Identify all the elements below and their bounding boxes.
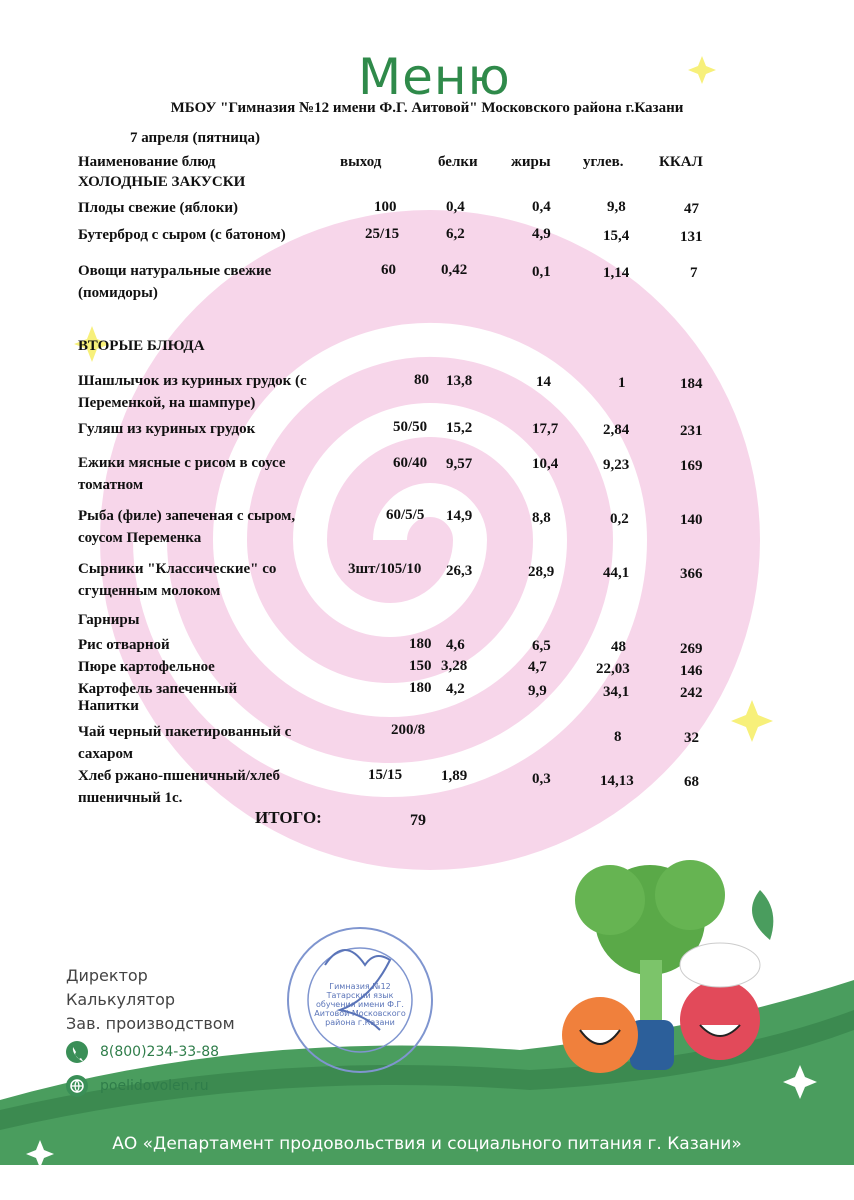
dish-fat: 10,4: [532, 456, 559, 472]
dish-protein: 0,42: [441, 262, 468, 278]
dish-name: Бутерброд с сыром (с батоном): [78, 227, 286, 243]
dish-carbs: 9,8: [607, 199, 626, 215]
dish-kcal: 47: [684, 201, 699, 217]
dish-output: 80: [414, 372, 429, 388]
phone-number[interactable]: 8(800)234-33-88: [100, 1044, 220, 1060]
dish-output: 60/40: [393, 455, 428, 471]
dish-carbs: 15,4: [603, 228, 630, 244]
dish-protein: 26,3: [446, 563, 473, 579]
section-main-dishes: ВТОРЫЕ БЛЮДА: [78, 338, 205, 354]
dish-fat: 28,9: [528, 564, 555, 580]
dish-kcal: 32: [684, 730, 699, 746]
dish-fat: 9,9: [528, 683, 547, 699]
dish-kcal: 140: [680, 512, 703, 528]
dish-output: 200/8: [391, 722, 426, 738]
website-link[interactable]: poelidovolen.ru: [100, 1078, 209, 1094]
section-drinks: Напитки: [78, 698, 139, 714]
dish-fat: 4,7: [528, 659, 547, 675]
dish-protein: 6,2: [446, 226, 465, 242]
dish-output: 50/50: [393, 419, 428, 435]
dish-name: Плоды свежие (яблоки): [78, 200, 238, 216]
school-name: МБОУ "Гимназия №12 имени Ф.Г. Аитовой" Московского района г.Казани: [170, 100, 684, 116]
dish-name: Ежики мясные с рисом в соусе томатном: [78, 455, 286, 493]
company-name: АО «Департамент продовольствия и социального питания г. Казани»: [112, 1134, 742, 1154]
dish-carbs: 0,2: [610, 511, 629, 527]
dish-kcal: 231: [680, 423, 703, 439]
dish-fat: 17,7: [532, 421, 559, 437]
dish-fat: 0,1: [532, 264, 551, 280]
globe-icon: [66, 1075, 88, 1097]
dish-fat: 0,4: [532, 199, 551, 215]
dish-name: Картофель запеченный: [78, 681, 238, 697]
dish-name: Рис отварной: [78, 637, 170, 653]
dish-carbs: 9,23: [603, 457, 630, 473]
column-header-kcal: ККАЛ: [659, 154, 703, 170]
dish-carbs: 22,03: [596, 661, 630, 677]
dish-carbs: 14,13: [600, 773, 634, 789]
dish-name: Шашлычок из куриных грудок (с Переменкой, на шампуре): [78, 373, 307, 411]
dish-carbs: 34,1: [603, 684, 630, 700]
dish-output: 60: [381, 262, 396, 278]
column-header-name: Наименование блюд: [78, 154, 216, 170]
phone-icon: [66, 1041, 88, 1063]
dish-fat: 0,3: [532, 771, 551, 787]
dish-carbs: 44,1: [603, 565, 630, 581]
dish-output: 180: [409, 680, 432, 696]
column-header-protein: белки: [438, 154, 478, 170]
stamp-text: Гимназия №12 Татарский язык обучения имени Ф.Г. Аитовой Московского района г.Казани: [314, 982, 406, 1027]
dish-name: Овощи натуральные свежие (помидоры): [78, 263, 272, 301]
dish-kcal: 184: [680, 376, 703, 392]
menu-date: 7 апреля (пятница): [130, 130, 261, 146]
section-garnishes: Гарниры: [78, 612, 140, 628]
dish-output: 60/5/5: [386, 507, 425, 523]
total-value: 79: [410, 812, 426, 829]
dish-kcal: 7: [690, 265, 698, 281]
column-header-fat: жиры: [511, 154, 551, 170]
dish-protein: 15,2: [446, 420, 473, 436]
dish-protein: 3,28: [441, 658, 468, 674]
dish-protein: 4,2: [446, 681, 465, 697]
dish-output: 180: [409, 636, 432, 652]
dish-kcal: 169: [680, 458, 703, 474]
dish-kcal: 366: [680, 566, 703, 582]
dish-fat: 4,9: [532, 226, 551, 242]
dish-name: Гуляш из куриных грудок: [78, 421, 256, 437]
menu-title: Меню: [358, 48, 511, 106]
dish-output: 100: [374, 199, 397, 215]
dish-protein: 13,8: [446, 373, 473, 389]
dish-kcal: 68: [684, 774, 699, 790]
dish-output: 3шт/105/10: [348, 561, 422, 577]
dish-kcal: 131: [680, 229, 703, 245]
footer-calculator: Калькулятор: [66, 990, 176, 1009]
dish-fat: 14: [536, 374, 551, 390]
dish-kcal: 146: [680, 663, 703, 679]
dish-kcal: 269: [680, 641, 703, 657]
dish-kcal: 242: [680, 685, 703, 701]
dish-output: 25/15: [365, 226, 400, 242]
dish-carbs: 48: [611, 639, 626, 655]
footer-website[interactable]: [66, 1075, 209, 1097]
dish-name: Пюре картофельное: [78, 659, 215, 675]
dish-carbs: 2,84: [603, 422, 630, 438]
dish-fat: 8,8: [532, 510, 551, 526]
footer-production-head: Зав. производством: [66, 1014, 235, 1033]
dish-carbs: 1,14: [603, 265, 630, 281]
dish-name: Хлеб ржано-пшеничный/хлеб пшеничный 1с.: [78, 768, 280, 806]
dish-protein: 4,6: [446, 637, 465, 653]
dish-protein: 14,9: [446, 508, 473, 524]
dish-protein: 1,89: [441, 768, 468, 784]
dish-output: 15/15: [368, 767, 403, 783]
column-header-output: выход: [340, 154, 382, 170]
dish-name: Сырники "Классические" со сгущенным молоком: [78, 561, 277, 599]
dish-protein: 9,57: [446, 456, 473, 472]
footer-director: Директор: [66, 966, 148, 985]
section-cold-appetizers: ХОЛОДНЫЕ ЗАКУСКИ: [78, 174, 246, 190]
dish-name: Чай черный пакетированный с сахаром: [78, 724, 292, 762]
footer-phone[interactable]: [66, 1041, 219, 1063]
dish-name: Рыба (филе) запеченая с сыром, соусом Переменка: [78, 508, 296, 546]
dish-protein: 0,4: [446, 199, 465, 215]
dish-output: 150: [409, 658, 432, 674]
dish-carbs: 1: [618, 375, 626, 391]
column-header-carbs: углев.: [583, 154, 624, 170]
total-label: ИТОГО:: [255, 808, 322, 827]
dish-carbs: 8: [614, 729, 622, 745]
dish-fat: 6,5: [532, 638, 551, 654]
